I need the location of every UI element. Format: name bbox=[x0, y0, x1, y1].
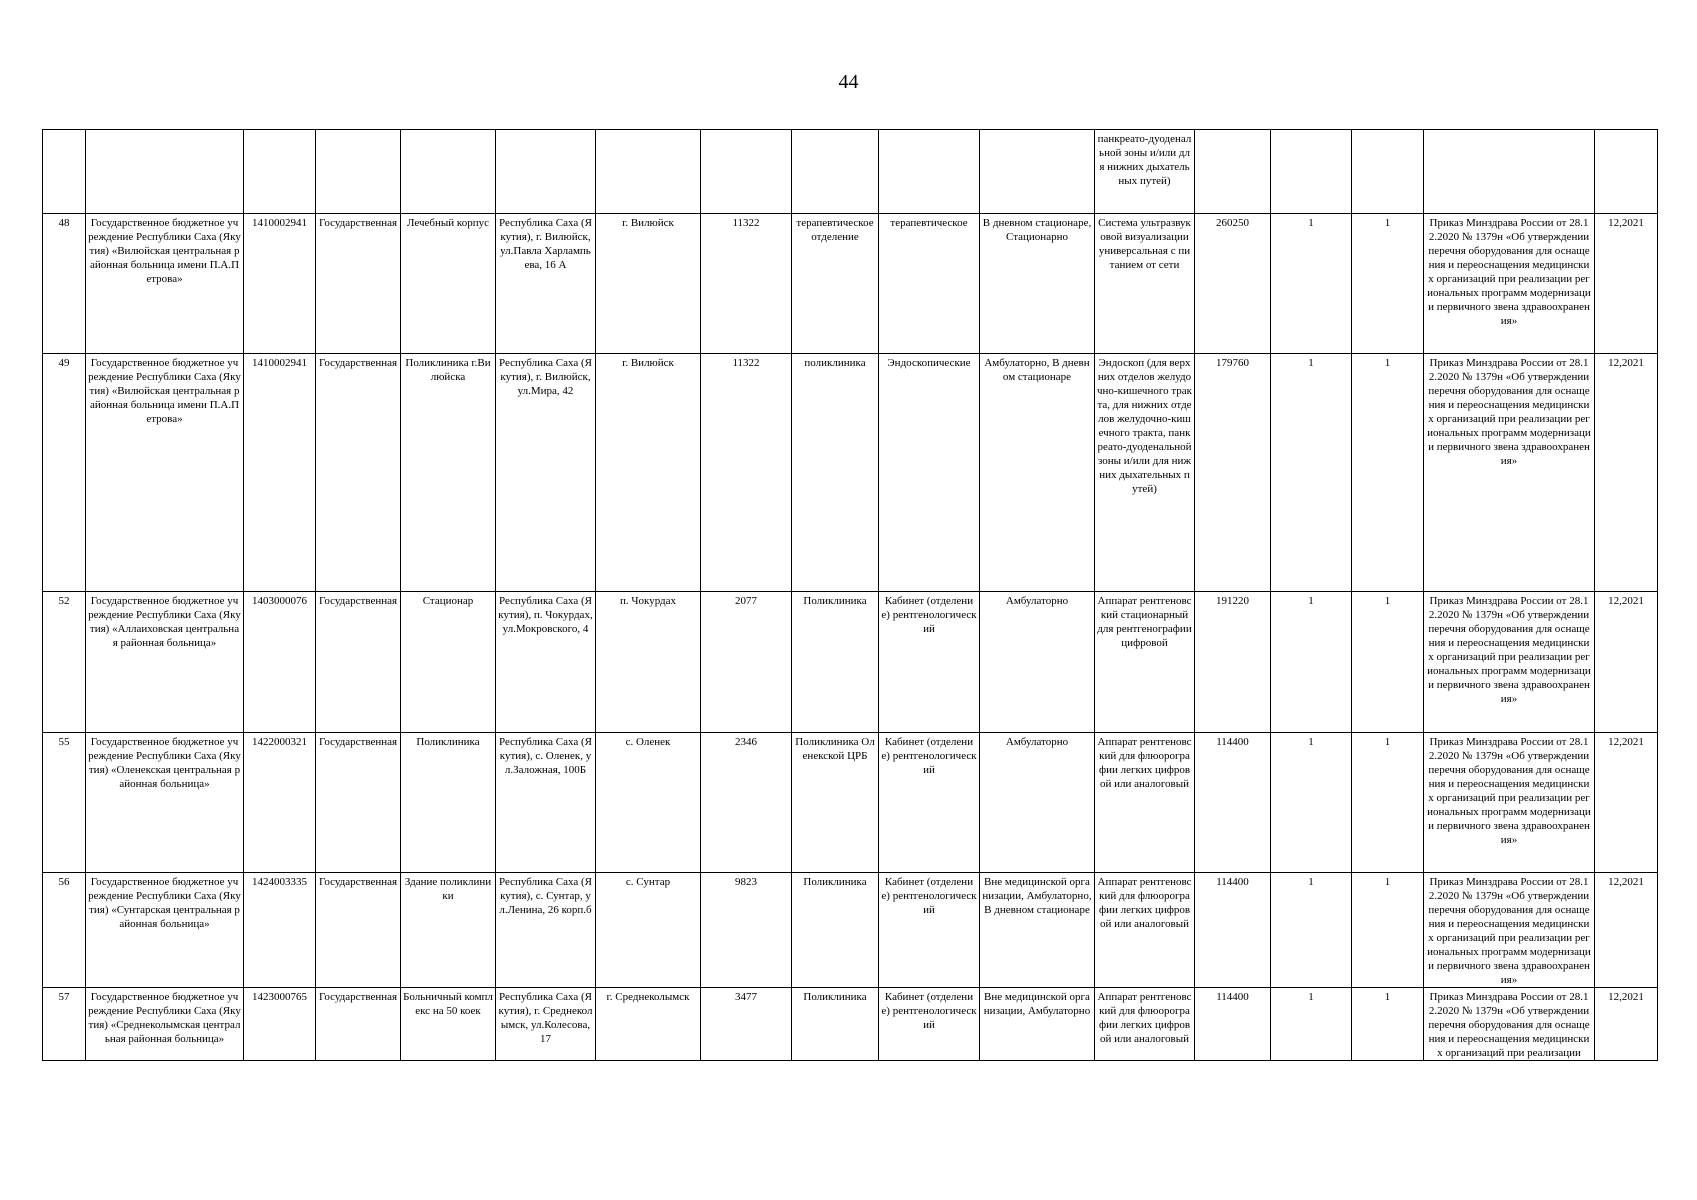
cell-quantity-total: 1 bbox=[1352, 873, 1424, 988]
cell-department: Поликлиника Оленекской ЦРБ bbox=[792, 733, 879, 873]
cell-ownership-type: Государственная bbox=[316, 988, 401, 1061]
table-row bbox=[43, 130, 1658, 214]
cell-legal-basis: Приказ Минздрава России от 28.12.2020 № 1379н «Об утверждении перечня оборудования для оснащения и переоснащения медицинских организаций при реализации региональных программ модернизации первичного звена здравоохранения» bbox=[1424, 733, 1595, 873]
cell-price: 179760 bbox=[1195, 354, 1271, 592]
cell-quantity-total: 1 bbox=[1352, 354, 1424, 592]
cell-row-number: 56 bbox=[43, 873, 86, 988]
cell-profile: Кабинет (отделение) рентгенологический bbox=[879, 733, 980, 873]
cell-price: 191220 bbox=[1195, 592, 1271, 733]
cell-delivery-date: 12,2021 bbox=[1595, 592, 1658, 733]
cell-care-conditions: Амбулаторно bbox=[980, 592, 1095, 733]
cell-equipment-name: Аппарат рентгеновский для флюорографии легких цифровой или аналоговый bbox=[1095, 988, 1195, 1061]
cell-organization-name: Государственное бюджетное учреждение Республики Саха (Якутия) «Оленекская центральная районная больница» bbox=[86, 733, 244, 873]
cell-quantity-total: 1 bbox=[1352, 214, 1424, 354]
cell-equipment-name: Аппарат рентгеновский для флюорографии легких цифровой или аналоговый bbox=[1095, 873, 1195, 988]
cell-delivery-date: 12,2021 bbox=[1595, 354, 1658, 592]
cell-quantity-planned: 1 bbox=[1271, 873, 1352, 988]
cell-department: терапевтическое отделение bbox=[792, 214, 879, 354]
cell-inn: 1423000765 bbox=[244, 988, 316, 1061]
cell-row-number: 49 bbox=[43, 354, 86, 592]
cell-address bbox=[496, 130, 596, 214]
cell-price: 114400 bbox=[1195, 873, 1271, 988]
cell-building: Больничный комплекс на 50 коек bbox=[401, 988, 496, 1061]
cell-building bbox=[401, 130, 496, 214]
cell-equipment-name: Эндоскоп (для верхних отделов желудочно-кишечного тракта, для нижних отделов желудочно-кишечного тракта, панкреато-дуоденальной зоны и/или для нижних дыхательных путей) bbox=[1095, 354, 1195, 592]
cell-building: Стационар bbox=[401, 592, 496, 733]
cell-ownership-type: Государственная bbox=[316, 873, 401, 988]
cell-legal-basis: Приказ Минздрава России от 28.12.2020 № 1379н «Об утверждении перечня оборудования для оснащения и переоснащения медицинских организаций при реализации bbox=[1424, 988, 1595, 1061]
cell-quantity-total: 1 bbox=[1352, 592, 1424, 733]
cell-settlement: п. Чокурдах bbox=[596, 592, 701, 733]
cell-delivery-date: 12,2021 bbox=[1595, 988, 1658, 1061]
cell-delivery-date: 12,2021 bbox=[1595, 214, 1658, 354]
cell-ownership-type bbox=[316, 130, 401, 214]
cell-department: Поликлиника bbox=[792, 988, 879, 1061]
cell-organization-name bbox=[86, 130, 244, 214]
cell-delivery-date: 12,2021 bbox=[1595, 873, 1658, 988]
cell-inn: 1410002941 bbox=[244, 354, 316, 592]
cell-price bbox=[1195, 130, 1271, 214]
cell-organization-name: Государственное бюджетное учреждение Республики Саха (Якутия) «Среднеколымская центральная районная больница» bbox=[86, 988, 244, 1061]
cell-equipment-name: панкреато-дуоденальной зоны и/или для нижних дыхательных путей) bbox=[1095, 130, 1195, 214]
table-row bbox=[43, 873, 1658, 988]
cell-population: 2346 bbox=[701, 733, 792, 873]
cell-care-conditions bbox=[980, 130, 1095, 214]
cell-row-number: 57 bbox=[43, 988, 86, 1061]
cell-equipment-name: Аппарат рентгеновский стационарный для рентгенографии цифровой bbox=[1095, 592, 1195, 733]
cell-department bbox=[792, 130, 879, 214]
cell-care-conditions: Амбулаторно, В дневном стационаре bbox=[980, 354, 1095, 592]
cell-building: Лечебный корпус bbox=[401, 214, 496, 354]
cell-quantity-total bbox=[1352, 130, 1424, 214]
cell-settlement: г. Вилюйск bbox=[596, 354, 701, 592]
cell-address: Республика Саха (Якутия), с. Сунтар, ул.Ленина, 26 корп.б bbox=[496, 873, 596, 988]
cell-population: 11322 bbox=[701, 354, 792, 592]
cell-quantity-planned: 1 bbox=[1271, 592, 1352, 733]
cell-legal-basis: Приказ Минздрава России от 28.12.2020 № 1379н «Об утверждении перечня оборудования для оснащения и переоснащения медицинских организаций при реализации региональных программ модернизации первичного звена здравоохранения» bbox=[1424, 354, 1595, 592]
cell-settlement: г. Среднеколымск bbox=[596, 988, 701, 1061]
table-row bbox=[43, 988, 1658, 1061]
cell-care-conditions: Амбулаторно bbox=[980, 733, 1095, 873]
cell-organization-name: Государственное бюджетное учреждение Республики Саха (Якутия) «Вилюйская центральная районная больница имени П.А.Петрова» bbox=[86, 354, 244, 592]
cell-ownership-type: Государственная bbox=[316, 592, 401, 733]
cell-address: Республика Саха (Якутия), г. Вилюйск, ул.Мира, 42 bbox=[496, 354, 596, 592]
cell-profile: терапевтическое bbox=[879, 214, 980, 354]
cell-settlement: г. Вилюйск bbox=[596, 214, 701, 354]
cell-building: Здание поликлиники bbox=[401, 873, 496, 988]
cell-row-number: 52 bbox=[43, 592, 86, 733]
cell-quantity-total: 1 bbox=[1352, 733, 1424, 873]
cell-inn: 1424003335 bbox=[244, 873, 316, 988]
cell-profile: Кабинет (отделение) рентгенологический bbox=[879, 873, 980, 988]
cell-price: 114400 bbox=[1195, 733, 1271, 873]
cell-profile: Кабинет (отделение) рентгенологический bbox=[879, 988, 980, 1061]
cell-ownership-type: Государственная bbox=[316, 733, 401, 873]
cell-department: Поликлиника bbox=[792, 873, 879, 988]
cell-profile bbox=[879, 130, 980, 214]
cell-address: Республика Саха (Якутия), г. Среднеколымск, ул.Колесова, 17 bbox=[496, 988, 596, 1061]
table-row bbox=[43, 354, 1658, 592]
cell-row-number: 55 bbox=[43, 733, 86, 873]
table-row bbox=[43, 733, 1658, 873]
cell-settlement bbox=[596, 130, 701, 214]
cell-quantity-total: 1 bbox=[1352, 988, 1424, 1061]
cell-quantity-planned: 1 bbox=[1271, 733, 1352, 873]
cell-organization-name: Государственное бюджетное учреждение Республики Саха (Якутия) «Аллаиховская центральная районная больница» bbox=[86, 592, 244, 733]
cell-price: 260250 bbox=[1195, 214, 1271, 354]
cell-care-conditions: Вне медицинской организации, Амбулаторно, В дневном стационаре bbox=[980, 873, 1095, 988]
cell-price: 114400 bbox=[1195, 988, 1271, 1061]
cell-population: 9823 bbox=[701, 873, 792, 988]
cell-profile: Эндоскопические bbox=[879, 354, 980, 592]
equipment-registry-table bbox=[42, 129, 1658, 1061]
cell-population: 3477 bbox=[701, 988, 792, 1061]
cell-ownership-type: Государственная bbox=[316, 214, 401, 354]
cell-profile: Кабинет (отделение) рентгенологический bbox=[879, 592, 980, 733]
cell-inn: 1422000321 bbox=[244, 733, 316, 873]
table-row bbox=[43, 592, 1658, 733]
cell-address: Республика Саха (Якутия), п. Чокурдах, ул.Мокровского, 4 bbox=[496, 592, 596, 733]
cell-equipment-name: Система ультразвуковой визуализации универсальная с питанием от сети bbox=[1095, 214, 1195, 354]
cell-inn: 1410002941 bbox=[244, 214, 316, 354]
cell-ownership-type: Государственная bbox=[316, 354, 401, 592]
cell-legal-basis: Приказ Минздрава России от 28.12.2020 № 1379н «Об утверждении перечня оборудования для оснащения и переоснащения медицинских организаций при реализации региональных программ модернизации первичного звена здравоохранения» bbox=[1424, 592, 1595, 733]
cell-delivery-date: 12,2021 bbox=[1595, 733, 1658, 873]
cell-legal-basis: Приказ Минздрава России от 28.12.2020 № 1379н «Об утверждении перечня оборудования для оснащения и переоснащения медицинских организаций при реализации региональных программ модернизации первичного звена здравоохранения» bbox=[1424, 873, 1595, 988]
cell-address: Республика Саха (Якутия), г. Вилюйск, ул.Павла Харлампьева, 16 А bbox=[496, 214, 596, 354]
cell-building: Поликлиника г.Вилюйска bbox=[401, 354, 496, 592]
cell-equipment-name: Аппарат рентгеновский для флюорографии легких цифровой или аналоговый bbox=[1095, 733, 1195, 873]
cell-population bbox=[701, 130, 792, 214]
cell-inn bbox=[244, 130, 316, 214]
cell-organization-name: Государственное бюджетное учреждение Республики Саха (Якутия) «Сунтарская центральная районная больница» bbox=[86, 873, 244, 988]
cell-legal-basis bbox=[1424, 130, 1595, 214]
cell-care-conditions: В дневном стационаре, Стационарно bbox=[980, 214, 1095, 354]
cell-department: поликлиника bbox=[792, 354, 879, 592]
cell-address: Республика Саха (Якутия), с. Оленек, ул.Заложная, 100Б bbox=[496, 733, 596, 873]
cell-organization-name: Государственное бюджетное учреждение Республики Саха (Якутия) «Вилюйская центральная районная больница имени П.А.Петрова» bbox=[86, 214, 244, 354]
cell-department: Поликлиника bbox=[792, 592, 879, 733]
cell-building: Поликлиника bbox=[401, 733, 496, 873]
cell-quantity-planned bbox=[1271, 130, 1352, 214]
page-number: 44 bbox=[838, 71, 859, 93]
cell-settlement: с. Оленек bbox=[596, 733, 701, 873]
cell-delivery-date bbox=[1595, 130, 1658, 214]
cell-inn: 1403000076 bbox=[244, 592, 316, 733]
table-row bbox=[43, 214, 1658, 354]
cell-quantity-planned: 1 bbox=[1271, 354, 1352, 592]
cell-population: 11322 bbox=[701, 214, 792, 354]
cell-row-number bbox=[43, 130, 86, 214]
cell-settlement: с. Сунтар bbox=[596, 873, 701, 988]
cell-care-conditions: Вне медицинской организации, Амбулаторно bbox=[980, 988, 1095, 1061]
cell-population: 2077 bbox=[701, 592, 792, 733]
cell-row-number: 48 bbox=[43, 214, 86, 354]
cell-quantity-planned: 1 bbox=[1271, 214, 1352, 354]
cell-quantity-planned: 1 bbox=[1271, 988, 1352, 1061]
cell-legal-basis: Приказ Минздрава России от 28.12.2020 № 1379н «Об утверждении перечня оборудования для оснащения и переоснащения медицинских организаций при реализации региональных программ модернизации первичного звена здравоохранения» bbox=[1424, 214, 1595, 354]
